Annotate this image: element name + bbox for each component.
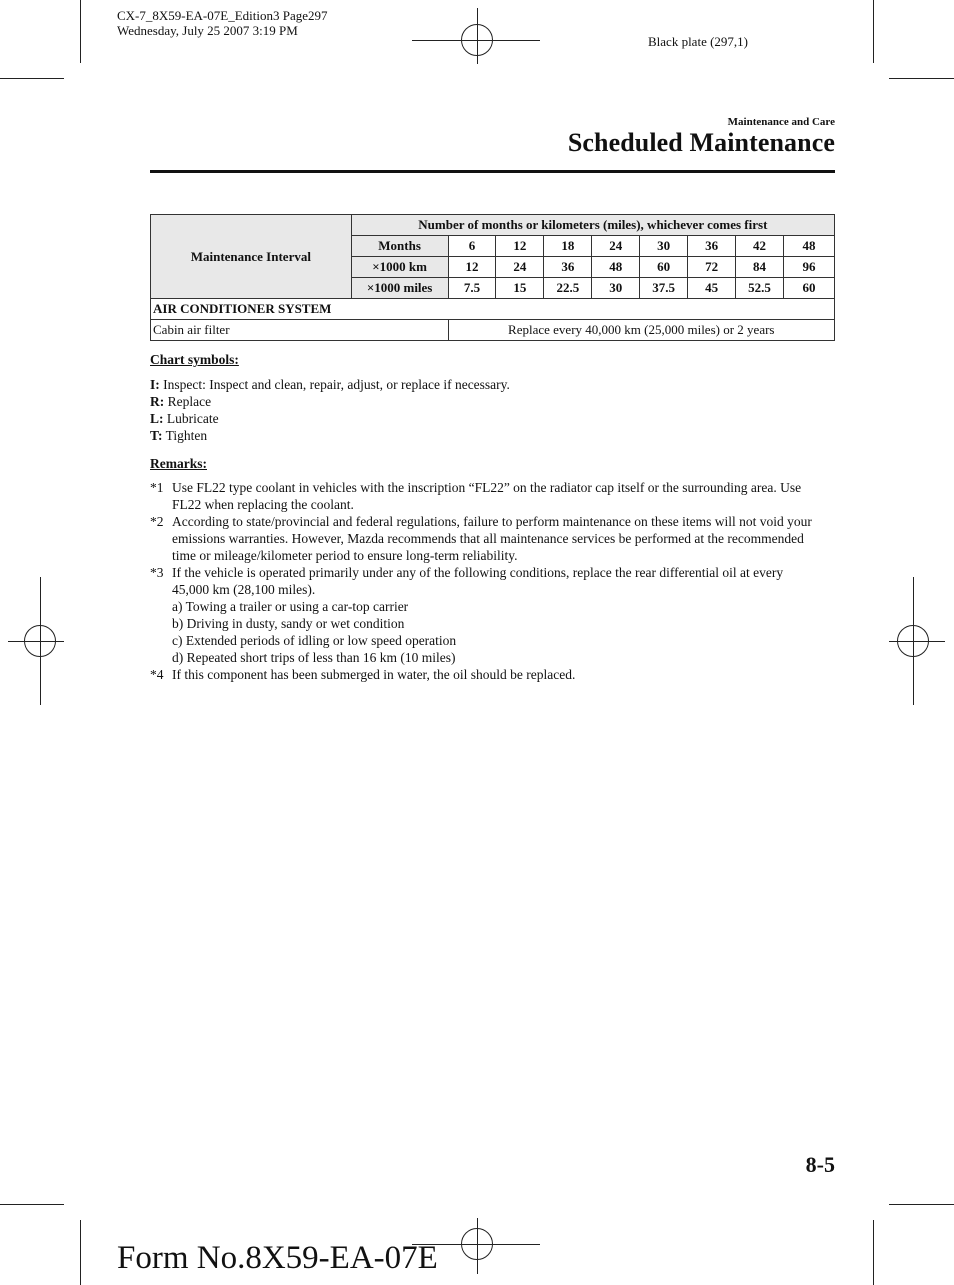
condition-item: b) Driving in dusty, sandy or wet condition — [172, 616, 405, 631]
print-header — [117, 8, 328, 38]
print-header-file: CX-7_8X59-EA-07E_Edition3 Page297 — [117, 8, 328, 23]
remark-number: *1 — [150, 480, 164, 495]
item-note: Replace every 40,000 km (25,000 miles) or 2 years — [448, 320, 834, 341]
table-cell: 52.5 — [736, 278, 784, 299]
table-cell: 7.5 — [448, 278, 496, 299]
remark-number: *4 — [150, 667, 164, 682]
remark-text: According to state/provincial and federal regulations, failure to perform maintenance on these items will not void your emissions warranties. However, Mazda recommends that all maintenance services be performed at the recommended time or mileage/kilometer period to ensure long-term reliability. — [172, 514, 812, 563]
title-rule — [150, 170, 835, 173]
remarks — [150, 455, 822, 683]
remark-number: *3 — [150, 565, 164, 580]
table-cell: 12 — [448, 257, 496, 278]
table-cell: 60 — [640, 257, 688, 278]
print-header-date: Wednesday, July 25 2007 3:19 PM — [117, 23, 298, 38]
table-cell: 60 — [783, 278, 834, 299]
page-title: Scheduled Maintenance — [567, 128, 835, 157]
list-item — [150, 564, 822, 598]
list-item — [150, 427, 840, 444]
symbol-key: T: — [150, 428, 163, 443]
table-cell: 18 — [544, 236, 592, 257]
form-number: Form No.8X59-EA-07E — [117, 1240, 438, 1276]
list-item — [150, 376, 840, 393]
row-label: ×1000 miles — [351, 278, 448, 299]
list-item — [150, 513, 822, 564]
symbol-key: I: — [150, 377, 160, 392]
maintenance-table — [150, 214, 835, 341]
table-cell: 36 — [688, 236, 736, 257]
condition-item: c) Extended periods of idling or low speed operation — [172, 633, 457, 648]
table-cell: 24 — [496, 257, 544, 278]
table-cell: 42 — [736, 236, 784, 257]
list-item — [150, 666, 822, 683]
condition-item: a) Towing a trailer or using a car-top carrier — [172, 599, 409, 614]
table-cell: 45 — [688, 278, 736, 299]
row-label: ×1000 km — [351, 257, 448, 278]
table-cell: 84 — [736, 257, 784, 278]
table-cell: 37.5 — [640, 278, 688, 299]
plate-label: Black plate (297,1) — [648, 34, 748, 49]
item-name: Cabin air filter — [151, 320, 449, 341]
table-row — [151, 299, 835, 320]
span-header: Number of months or kilometers (miles), whichever comes first — [351, 215, 834, 236]
table-cell: 48 — [783, 236, 834, 257]
section-row: AIR CONDITIONER SYSTEM — [151, 299, 835, 320]
table-cell: 22.5 — [544, 278, 592, 299]
table-cell: 96 — [783, 257, 834, 278]
page-number: 8-5 — [805, 1152, 835, 1177]
table-row — [151, 320, 835, 341]
remark-text: Use FL22 type coolant in vehicles with the inscription “FL22” on the radiator cap itself or the surrounding area. Use FL22 when replacing the coolant. — [172, 480, 802, 512]
list-item — [150, 393, 840, 410]
interval-header: Maintenance Interval — [151, 215, 352, 299]
symbol-text: Tighten — [165, 428, 208, 443]
table-cell: 12 — [496, 236, 544, 257]
table-row — [151, 215, 835, 236]
table-cell: 36 — [544, 257, 592, 278]
list-item — [150, 410, 840, 427]
remark-number: *2 — [150, 514, 164, 529]
symbol-text: Replace — [167, 394, 212, 409]
row-label: Months — [351, 236, 448, 257]
table-cell: 15 — [496, 278, 544, 299]
symbol-text: Lubricate — [166, 411, 219, 426]
list-item — [150, 479, 822, 513]
table-cell: 30 — [592, 278, 640, 299]
table-cell: 72 — [688, 257, 736, 278]
remarks-heading: Remarks: — [150, 456, 207, 471]
section-label: Maintenance and Care — [727, 116, 835, 128]
table-cell: 6 — [448, 236, 496, 257]
table-cell: 24 — [592, 236, 640, 257]
chart-symbols — [150, 351, 840, 444]
chart-symbols-heading: Chart symbols: — [150, 352, 239, 367]
remark-text: If this component has been submerged in water, the oil should be replaced. — [172, 667, 576, 682]
symbol-key: R: — [150, 394, 165, 409]
symbol-key: L: — [150, 411, 164, 426]
symbol-text: Inspect: Inspect and clean, repair, adjust, or replace if necessary. — [163, 377, 510, 392]
condition-item: d) Repeated short trips of less than 16 km (10 miles) — [172, 650, 456, 665]
table-cell: 30 — [640, 236, 688, 257]
table-cell: 48 — [592, 257, 640, 278]
remark-text: If the vehicle is operated primarily under any of the following conditions, replace the rear differential oil at every 45,000 km (28,100 miles). — [172, 565, 784, 597]
